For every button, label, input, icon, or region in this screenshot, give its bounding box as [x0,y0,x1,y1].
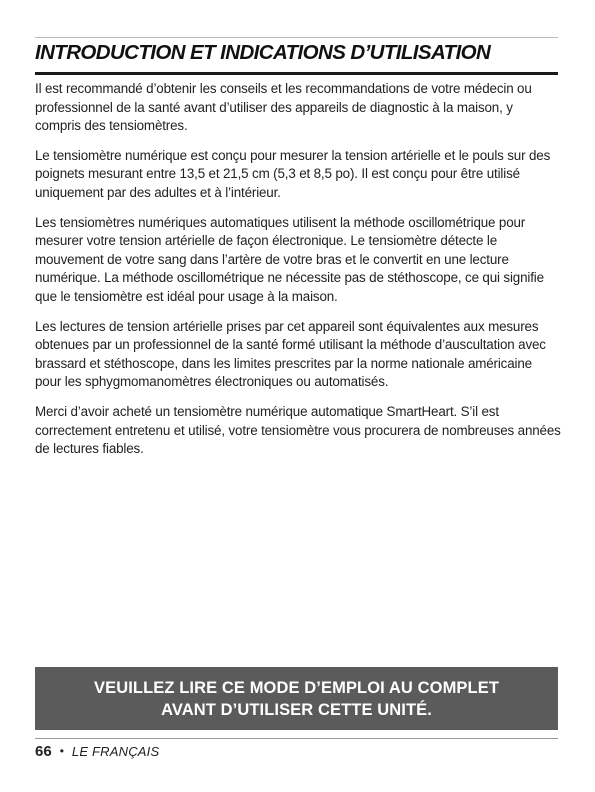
banner-line-1: VEUILLEZ LIRE CE MODE D’EMPLOI AU COMPLET [94,678,499,697]
banner-line-2: AVANT D’UTILISER CETTE UNITÉ. [161,700,432,719]
paragraph-consult-doctor: Il est recommandé d’obtenir les conseils et les recommandations de votre médecin ou professionnel de la santé avant d’utiliser des appareils de diagnostic à la maison, y compris des tensiomètres. [35,81,532,134]
paragraph-intended-use: Le tensiomètre numérique est conçu pour mesurer la tension artérielle et le pouls sur des poignets mesurant entre 13,5 et 21,5 cm (5,3 et 8,5 po). Il est conçu pour être utilisé uniquement par des adultes et à l’intérieur. [35,147,551,200]
title-underline [35,72,558,75]
top-divider [35,37,558,38]
footer-divider [35,738,558,739]
read-manual-banner [35,667,558,730]
page-number: 66 [35,742,52,760]
language-label: LE FRANÇAIS [71,743,160,759]
paragraph-accuracy: Les lectures de tension artérielle prises par cet appareil sont équivalentes aux mesures obtenues par un professionnel de la santé formé utilisant la méthode d’auscultation avec brassard et stéthoscope, dans les limites prescrites par la norme nationale américaine pour les sphygmomanomètres électroniques ou automatisés. [35,318,546,390]
page-footer [35,741,159,761]
body-text [35,80,561,470]
paragraph-thank-you: Merci d’avoir acheté un tensiomètre numérique automatique SmartHeart. S’il est correctement entretenu et utilisé, votre tensiomètre vous procurera de nombreuses années de lectures fiables. [35,403,561,457]
bullet-separator: • [59,744,64,758]
page-title: INTRODUCTION ET INDICATIONS D’UTILISATION [35,41,491,64]
paragraph-oscillometric-method: Les tensiomètres numériques automatiques utilisent la méthode oscillométrique pour mesurer votre tension artérielle de façon électronique. Le tensiomètre détecte le mouvement de votre sang dans l’artère de votre bras et le convertit en une lecture numérique. La méthode oscillométrique ne nécessite pas de stéthoscope, ce qui signifie que le tensiomètre est idéal pour usage à la maison. [35,214,544,304]
